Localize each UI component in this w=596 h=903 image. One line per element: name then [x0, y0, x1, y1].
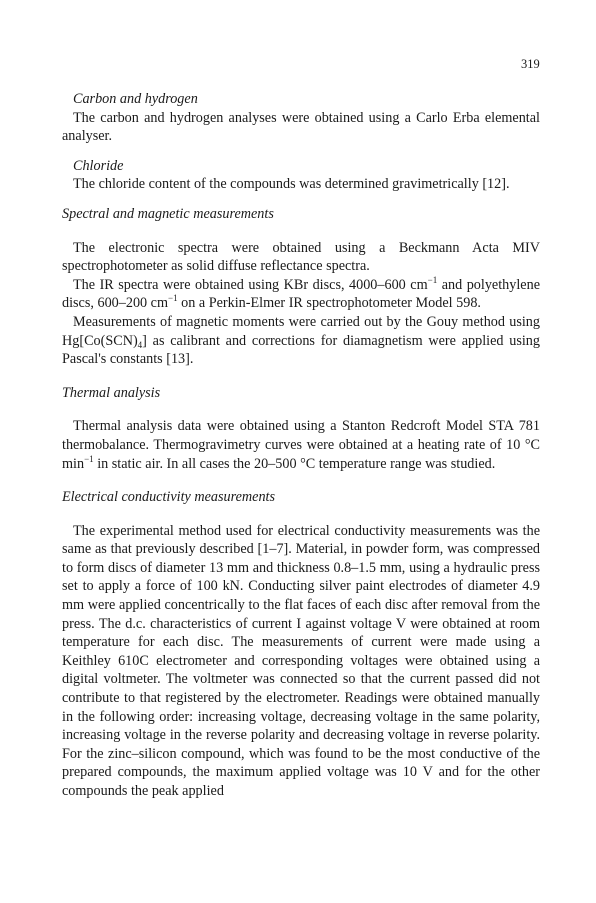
thermal-text-a: Thermal analysis data were obtained using a Stanton Redcroft Model STA 781 thermobalance. Thermogravimetry curves were obtained at a heating rate of 10 °C min	[62, 418, 540, 472]
ir-text-a: The IR spectra were obtained using KBr discs, 4000–600 cm	[73, 276, 428, 293]
ir-text-c: on a Perkin-Elmer IR spectrophotometer Model 598.	[177, 295, 481, 312]
paragraph-ir-spectra	[62, 276, 540, 313]
page-number: 319	[521, 57, 540, 71]
paragraph-carbon: The carbon and hydrogen analyses were obtained using a Carlo Erba elemental analyser.	[62, 109, 540, 145]
paragraph-chloride: The chloride content of the compounds was determined gravimetrically [12].	[73, 176, 510, 193]
magnetic-text-a: Measurements of magnetic moments were carried out by the Gouy method using Hg[Co(SCN)	[62, 313, 540, 349]
section-heading-chloride: Chloride	[73, 157, 124, 174]
section-heading-carbon: Carbon and hydrogen	[73, 91, 198, 107]
magnetic-text-b: ] as calibrant and corrections for diamagnetism were applied using Pascal's constants [13].	[62, 332, 540, 368]
ir-unit-exponent: −1	[427, 274, 438, 285]
paragraph-electrical: The experimental method used for electrical conductivity measurements was the same as that previously described [1–7]. Material, in powder form, was compressed to form discs of diameter 13 mm and thickness 0.8–1.5 mm, using a hydraulic press set to apply a force of 100 kN. Conducting silver paint electrodes of diameter 4.9 mm were applied concentrically to the flat faces of each disc after removal from the press. The d.c. characteristics of current I against voltage V were obtained at room temperature for each disc. The measurements of current were made using a Keithley 610C electrometer and corresponding voltages were obtained using a digital voltmeter. The voltmeter was connected so that the current passed did not contribute to that registered by the electrometer. Readings were obtained manually in the following order: increasing voltage, decreasing voltage in the same polarity, increasing voltage in the reverse polarity and decreasing voltage in reverse polarity. For the zinc–silicon compound, which was found to be the most conductive of the prepared compounds, the maximum applied voltage was 10 V and for the other compounds the peak applied	[62, 522, 540, 799]
ir-text-b: and polyethylene discs, 600–200 cm	[62, 276, 540, 312]
paragraph-electronic-spectra: The electronic spectra were obtained using a Beckmann Acta MIV spectrophotometer as solid diffuse reflectance spectra.	[62, 239, 540, 275]
section-heading-thermal: Thermal analysis	[62, 384, 161, 401]
thermal-unit-exponent: −1	[84, 453, 94, 464]
ir-unit-exponent-2: −1	[168, 293, 178, 304]
thermal-text-b: in static air. In all cases the 20–500 °C temperature range was studied.	[93, 455, 496, 472]
formula-subscript: 4	[137, 339, 143, 350]
paragraph-magnetic-moments	[62, 313, 540, 369]
section-heading-electrical: Electrical conductivity measurements	[62, 489, 276, 506]
page-body	[62, 90, 540, 801]
section-heading-spectral: Spectral and magnetic measurements	[62, 205, 274, 222]
paragraph-thermal	[62, 417, 540, 473]
